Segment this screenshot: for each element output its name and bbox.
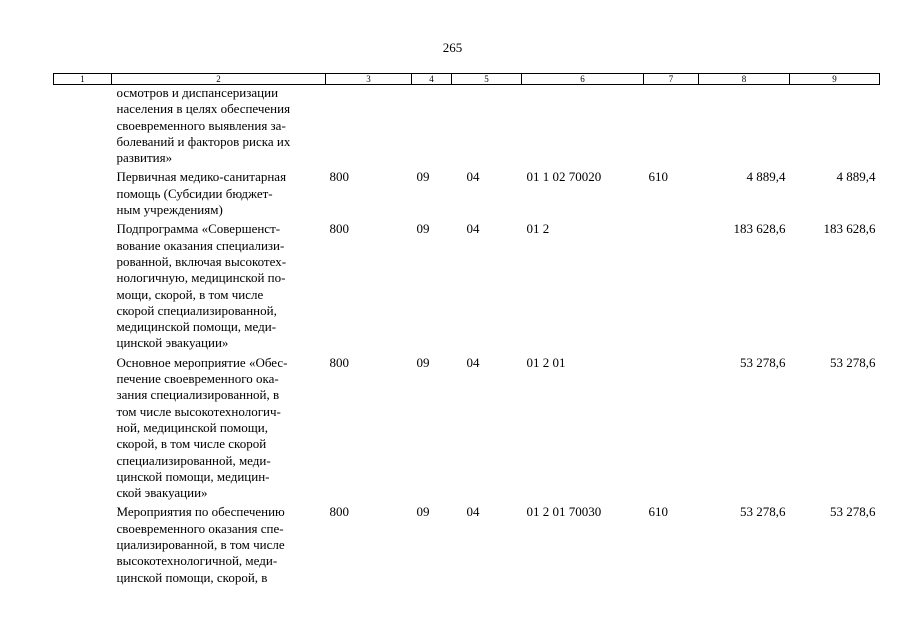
cell-col1	[54, 504, 112, 588]
table-row	[54, 355, 880, 505]
cell-col1	[54, 221, 112, 354]
name-line: цинской эвакуации»	[116, 335, 229, 351]
cell-section: 09	[416, 354, 430, 370]
table-row	[54, 85, 880, 170]
table-row	[54, 504, 880, 588]
name-line: специализированной, меди-	[116, 452, 271, 468]
name-line: скорой, в том числе скорой	[116, 436, 267, 452]
cell-subsection: 04	[466, 169, 480, 185]
column-number: 8	[699, 74, 790, 85]
table-body	[54, 85, 880, 589]
cell-target-article: 01 2 01 70030	[526, 504, 602, 520]
cell-name	[112, 221, 326, 354]
name-line: цинской помощи, медицин-	[116, 468, 270, 484]
cell-admin-code	[326, 85, 412, 170]
name-line: ской эвакуации»	[116, 485, 208, 501]
cell-section	[412, 85, 452, 170]
cell-amount-2: 53 278,6	[830, 504, 876, 520]
cell-subsection: 04	[466, 504, 480, 520]
name-line: печение своевременного ока-	[116, 371, 279, 387]
name-line: осмотров и диспансеризации	[116, 85, 279, 100]
column-number-row	[54, 74, 880, 85]
cell-expense-type: 610	[648, 504, 668, 520]
column-number: 2	[112, 74, 326, 85]
cell-col1	[54, 355, 112, 505]
page-number: 265	[442, 40, 463, 55]
column-number: 1	[54, 74, 112, 85]
name-line: помощь (Субсидии бюджет-	[116, 185, 273, 201]
name-line: своевременного оказания спе-	[116, 520, 284, 536]
cell-name	[112, 355, 326, 505]
column-number: 5	[452, 74, 522, 85]
cell-admin-code: 800	[329, 221, 349, 237]
name-line: медицинской помощи, меди-	[116, 319, 277, 335]
name-line: Основное мероприятие «Обес-	[116, 354, 288, 370]
cell-name	[112, 504, 326, 588]
cell-expense-type	[644, 355, 699, 505]
cell-amount-2: 53 278,6	[830, 354, 876, 370]
cell-amount: 4 889,4	[746, 169, 786, 185]
cell-amount: 183 628,6	[733, 221, 786, 237]
cell-admin-code: 800	[329, 354, 349, 370]
column-number: 3	[326, 74, 412, 85]
name-line: развития»	[116, 150, 173, 166]
name-line: высокотехнологичной, меди-	[116, 553, 278, 569]
cell-admin-code: 800	[329, 169, 349, 185]
name-line: мощи, скорой, в том числе	[116, 286, 264, 302]
table-row	[54, 221, 880, 354]
name-line: рованной, включая высокотех-	[116, 253, 287, 269]
cell-col1	[54, 85, 112, 170]
cell-name	[112, 169, 326, 221]
cell-expense-type	[644, 221, 699, 354]
name-line: цинской помощи, скорой, в	[116, 569, 268, 585]
cell-expense-type: 610	[648, 169, 668, 185]
name-line: Мероприятия по обеспечению	[116, 504, 285, 520]
cell-col1	[54, 169, 112, 221]
cell-name	[112, 85, 326, 170]
name-line: болеваний и факторов риска их	[116, 133, 291, 149]
name-line: циализированной, в том числе	[116, 537, 285, 553]
cell-section: 09	[416, 169, 430, 185]
column-number: 4	[412, 74, 452, 85]
column-number: 6	[522, 74, 644, 85]
cell-amount: 53 278,6	[740, 504, 786, 520]
table-row	[54, 169, 880, 221]
cell-amount	[699, 85, 790, 170]
name-line: своевременного выявления за-	[116, 117, 286, 133]
name-line: том числе высокотехнологич-	[116, 403, 281, 419]
cell-subsection	[452, 85, 522, 170]
budget-table	[53, 73, 880, 589]
cell-target-article: 01 2	[526, 221, 550, 237]
cell-section: 09	[416, 504, 430, 520]
cell-subsection: 04	[466, 221, 480, 237]
name-line: населения в целях обеспечения	[116, 101, 291, 117]
cell-admin-code: 800	[329, 504, 349, 520]
cell-subsection: 04	[466, 354, 480, 370]
name-line: ной, медицинской помощи,	[116, 419, 268, 435]
name-line: вование оказания специализи-	[116, 237, 285, 253]
name-line: скорой специализированной,	[116, 302, 277, 318]
cell-amount: 53 278,6	[740, 354, 786, 370]
cell-section: 09	[416, 221, 430, 237]
cell-target-article: 01 1 02 70020	[526, 169, 602, 185]
cell-amount-2: 183 628,6	[823, 221, 876, 237]
column-number: 7	[644, 74, 699, 85]
name-line: Подпрограмма «Совершенст-	[116, 221, 281, 237]
column-number: 9	[790, 74, 880, 85]
name-line: ным учреждениям)	[116, 202, 223, 218]
name-line: Первичная медико-санитарная	[116, 169, 287, 185]
cell-target-article: 01 2 01	[526, 354, 566, 370]
name-line: зания специализированной, в	[116, 387, 280, 403]
name-line: нологичную, медицинской по-	[116, 270, 286, 286]
cell-amount-2	[790, 85, 880, 170]
cell-target-article	[522, 85, 644, 170]
cell-amount-2: 4 889,4	[836, 169, 876, 185]
cell-expense-type	[644, 85, 699, 170]
